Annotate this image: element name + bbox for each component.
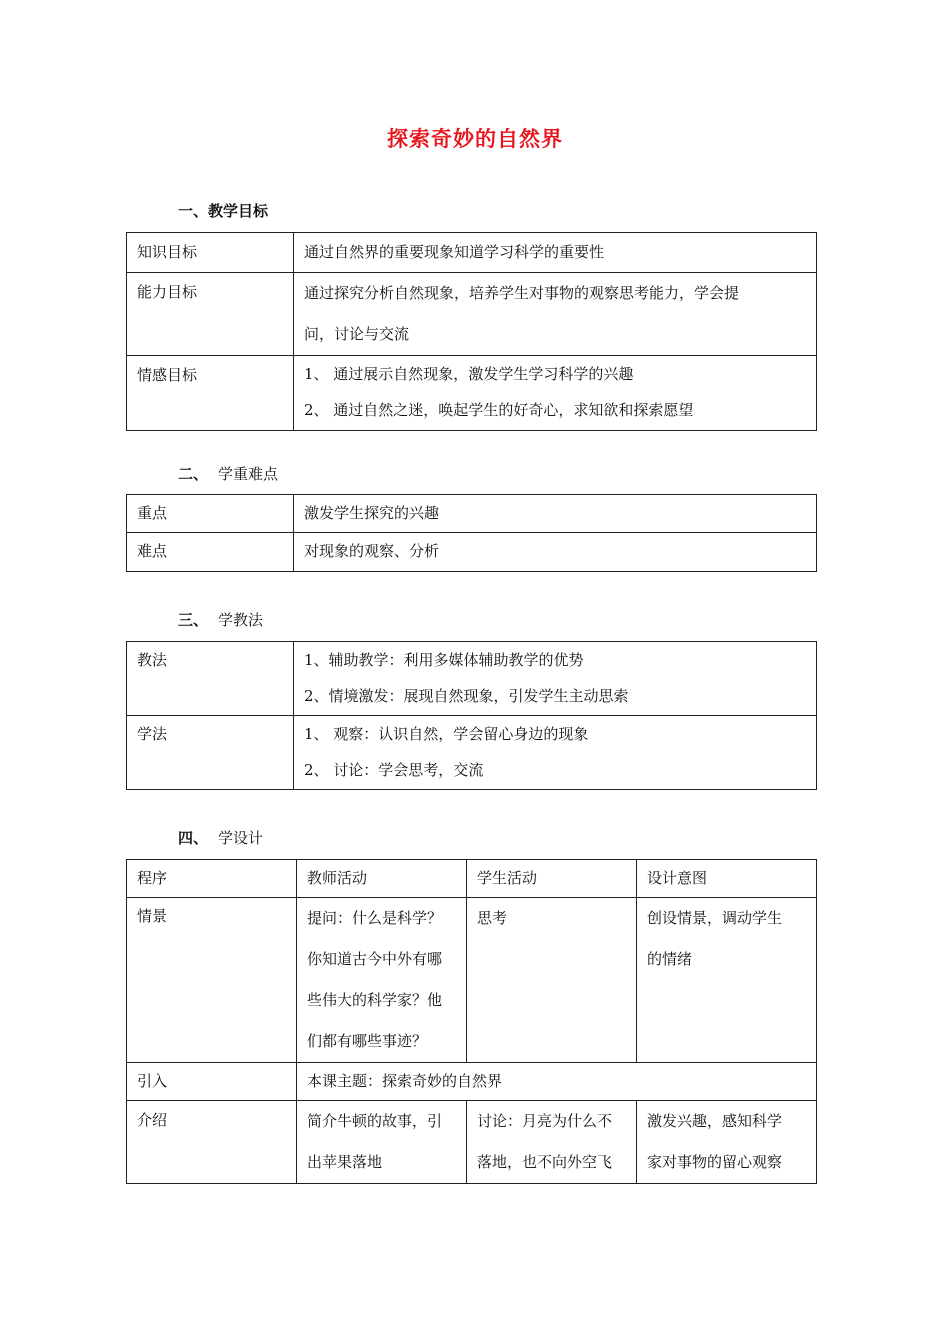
document-title: 探索奇妙的自然界 [387, 127, 563, 151]
table-row [127, 273, 817, 356]
table-row [127, 1101, 817, 1184]
goals-table [126, 232, 817, 431]
merged-cell: 本课主题：探索奇妙的自然界 [297, 1063, 817, 1101]
section-title: 学教法 [218, 611, 264, 629]
table-row [127, 1063, 817, 1101]
cell-line: 讨论：月亮为什么不 [477, 1112, 613, 1130]
section-number: 二、 [178, 465, 209, 483]
column-header: 学生活动 [467, 860, 637, 898]
cell-line: 思考 [477, 909, 508, 927]
difficulty-line: 对现象的观察、分析 [304, 542, 440, 560]
section-heading-difficulties [178, 463, 278, 484]
step-cell: 介绍 [127, 1101, 297, 1184]
cell-line: 创设情景，调动学生 [647, 909, 783, 927]
cell-line: 们都有哪些事迹？ [307, 1032, 428, 1050]
goal-label: 能力目标 [127, 273, 294, 356]
method-label: 学法 [127, 716, 294, 790]
goal-line: 2、 通过自然之迷，唤起学生的好奇心，求知欲和探索愿望 [304, 401, 694, 419]
teacher-cell [297, 898, 467, 1063]
student-cell [467, 898, 637, 1063]
goal-content [294, 233, 817, 273]
cell-line: 的情绪 [647, 950, 693, 968]
intent-cell [637, 1101, 817, 1184]
difficulty-label: 重点 [127, 495, 294, 533]
section-heading-goals [178, 200, 278, 221]
goal-content [294, 273, 817, 356]
methods-table [126, 641, 817, 790]
method-line: 2、 讨论：学会思考，交流 [304, 761, 484, 779]
goal-label: 知识目标 [127, 233, 294, 273]
method-label: 教法 [127, 642, 294, 716]
section-heading-design [178, 827, 263, 848]
goal-line: 问，讨论与交流 [304, 325, 410, 343]
cell-line: 家对事物的留心观察 [647, 1153, 783, 1171]
goal-line: 1、 通过展示自然现象，激发学生学习科学的兴趣 [304, 365, 634, 383]
difficulty-label: 难点 [127, 533, 294, 572]
goal-label: 情感目标 [127, 356, 294, 431]
difficulty-content [294, 495, 817, 533]
design-table [126, 859, 817, 1184]
teacher-cell [297, 1101, 467, 1184]
cell-line: 简介牛顿的故事，引 [307, 1112, 443, 1130]
section-heading-methods [178, 609, 263, 630]
table-row [127, 898, 817, 1063]
method-line: 2、情境激发：展现自然现象，引发学生主动思索 [304, 687, 629, 705]
difficulty-line: 激发学生探究的兴趣 [304, 504, 440, 522]
cell-line: 你知道古今中外有哪 [307, 950, 443, 968]
method-line: 1、辅助教学：利用多媒体辅助教学的优势 [304, 651, 584, 669]
goal-content [294, 356, 817, 431]
student-cell [467, 1101, 637, 1184]
column-header: 教师活动 [297, 860, 467, 898]
intent-cell [637, 898, 817, 1063]
method-line: 1、 观察：认识自然，学会留心身边的现象 [304, 725, 589, 743]
step-cell: 情景 [127, 898, 297, 1063]
table-row [127, 233, 817, 273]
section-title: 学设计 [218, 829, 264, 847]
table-header-row [127, 860, 817, 898]
table-row [127, 642, 817, 716]
table-row [127, 533, 817, 572]
table-row [127, 495, 817, 533]
section-title: 学重难点 [218, 465, 279, 483]
table-row [127, 356, 817, 431]
step-cell: 引入 [127, 1063, 297, 1101]
column-header: 设计意图 [637, 860, 817, 898]
goal-line: 通过探究分析自然现象，培养学生对事物的观察思考能力，学会提 [304, 284, 740, 302]
section-number: 一、教学目标 [178, 202, 269, 220]
cell-line: 些伟大的科学家？他 [307, 991, 443, 1009]
table-row [127, 716, 817, 790]
method-content [294, 716, 817, 790]
method-content [294, 642, 817, 716]
difficulties-table [126, 494, 817, 572]
goal-line: 通过自然界的重要现象知道学习科学的重要性 [304, 243, 605, 261]
cell-line: 落地，也不向外空飞 [477, 1153, 613, 1171]
column-header: 程序 [127, 860, 297, 898]
cell-line: 激发兴趣，感知科学 [647, 1112, 783, 1130]
section-number: 三、 [178, 611, 209, 629]
difficulty-content [294, 533, 817, 572]
cell-line: 出苹果落地 [307, 1153, 383, 1171]
section-number: 四、 [178, 829, 209, 847]
cell-line: 提问：什么是科学？ [307, 909, 443, 927]
